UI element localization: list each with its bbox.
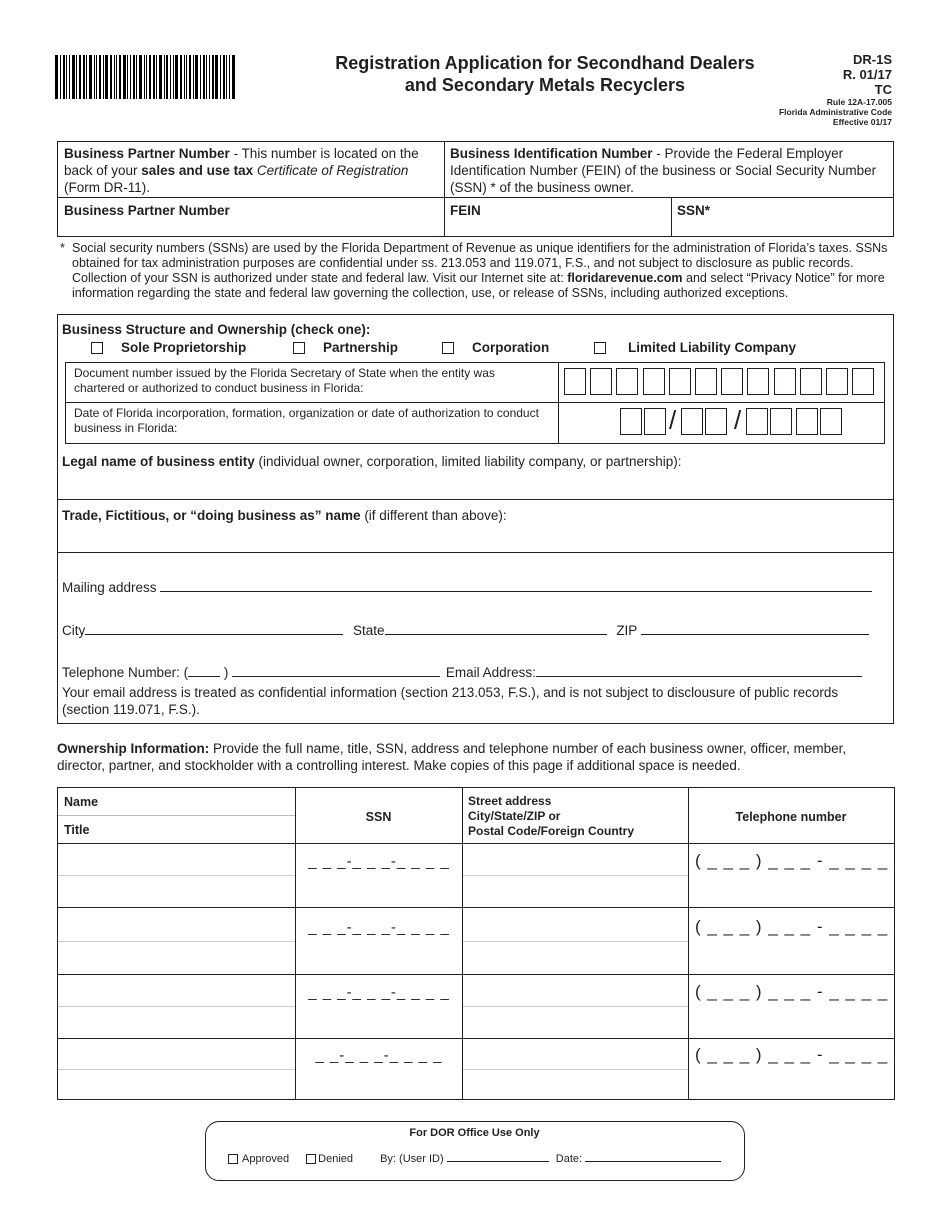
form-tc: TC: [874, 82, 892, 97]
telephone-input[interactable]: [232, 662, 440, 677]
option-corporation[interactable]: Corporation: [442, 339, 549, 356]
barcode-bar: [184, 55, 185, 99]
structure-heading: Business Structure and Ownership (check one):: [62, 322, 371, 337]
barcode-bar: [79, 55, 81, 99]
document-number-cell[interactable]: [800, 368, 822, 395]
col-address: Street address City/State/ZIP or Postal Code/Foreign Country: [468, 794, 635, 838]
barcode-bar: [99, 55, 101, 99]
title-line-2: and Secondary Metals Recyclers: [404, 75, 686, 95]
form-title: [300, 52, 790, 96]
barcode-bar: [105, 55, 108, 99]
mailing-address-input[interactable]: [160, 577, 872, 592]
barcode-bar: [60, 55, 61, 99]
owner-ssn-field[interactable]: _ _-_ _ _-_ _ _ _: [315, 1047, 443, 1064]
owner-row[interactable]: [58, 1038, 894, 1099]
barcode-bar: [63, 55, 65, 99]
barcode-bar: [206, 55, 207, 99]
incorporation-date-label: Date of Florida incorporation, formation, organization or date of authorization to conduct business in Florida:: [74, 406, 539, 435]
mailing-address-row: Mailing address: [62, 577, 882, 596]
date-separator: /: [669, 405, 677, 435]
barcode-bar: [83, 55, 85, 99]
form-admin-code: Florida Administrative Code: [778, 107, 892, 117]
barcode-bar: [103, 55, 104, 99]
owner-phone-field[interactable]: ( _ _ _ ) _ _ _ - _ _ _ _: [695, 851, 889, 870]
document-number-cell[interactable]: [774, 368, 796, 395]
ssn-notice: * Social security numbers (SSNs) are used by the Florida Department of Revenue as unique identifiers for the administration of Florida’s taxes. SSNs obtained for tax administration purposes are confidential under ss. 213.053 and 119.071, F.S., and not subject to disclosure as public records. Collection of your SSN is authorized under state and federal law. Visit our Internet site at: floridarevenue.com and select “Privacy Notice” for more information regarding the state and federal law governing the collection, use, or release of SSNs, including authorized exceptions.: [60, 241, 888, 300]
barcode-bar: [193, 55, 194, 99]
document-date-table: [65, 362, 885, 444]
form-rule: Rule 12A-17.005: [826, 97, 892, 107]
office-use-box: [205, 1121, 745, 1181]
barcode-bar: [153, 55, 155, 99]
barcode-bar: [180, 55, 182, 99]
document-number-cell[interactable]: [721, 368, 743, 395]
owner-ssn-field[interactable]: _ _ _-_ _ _-_ _ _ _: [308, 853, 450, 870]
barcode-bar: [139, 55, 142, 99]
owner-phone-field[interactable]: ( _ _ _ ) _ _ _ - _ _ _ _: [695, 917, 889, 936]
document-number-cell[interactable]: [826, 368, 848, 395]
city-state-zip-row: City State ZIP: [62, 620, 882, 639]
date-cell[interactable]: [620, 408, 642, 435]
barcode-bar: [229, 55, 230, 99]
barcode-bar: [223, 55, 225, 99]
col-title: Title: [64, 823, 90, 837]
col-telephone: Telephone number: [735, 810, 847, 824]
legal-name-label: Legal name of business entity (individual owner, corporation, limited liability company, or partnership):: [62, 454, 682, 469]
date-input[interactable]: [585, 1150, 721, 1162]
owner-ssn-field[interactable]: _ _ _-_ _ _-_ _ _ _: [308, 919, 450, 936]
email-notice: Your email address is treated as confidential information (section 213.053, F.S.), and is not subject to disclousure of public records (section 119.071, F.S.).: [62, 685, 839, 717]
barcode-bar: [195, 55, 198, 99]
owner-phone-field[interactable]: ( _ _ _ ) _ _ _ - _ _ _ _: [695, 1045, 889, 1064]
col-name: Name: [64, 795, 99, 809]
title-line-1: Registration Application for Secondhand Dealers: [335, 53, 755, 73]
ownership-heading: Ownership Information: Provide the full name, title, SSN, address and telephone number of each business owner, officer, member, director, partner, and stockholder with a controlling interest. Make copies of this page if additional space is needed.: [57, 741, 847, 773]
business-section: [57, 314, 894, 724]
date-cell[interactable]: [820, 408, 842, 435]
col-ssn: SSN: [365, 810, 392, 824]
barcode-bar: [94, 55, 95, 99]
owner-row[interactable]: [58, 843, 894, 907]
barcode-bar: [96, 55, 97, 99]
date-cell[interactable]: [770, 408, 792, 435]
barcode-bar: [215, 55, 218, 99]
website-link[interactable]: floridarevenue.com: [567, 271, 683, 285]
document-number-cell[interactable]: [747, 368, 769, 395]
barcode-bar: [76, 55, 77, 99]
option-sole-proprietorship[interactable]: Sole Proprietorship: [91, 339, 246, 356]
zip-input[interactable]: [641, 620, 869, 635]
barcode-bar: [212, 55, 214, 99]
barcode-bar: [114, 55, 115, 99]
barcode-bar: [159, 55, 162, 99]
barcode-bar: [136, 55, 137, 99]
barcode-bar: [189, 55, 191, 99]
form-revision: R. 01/17: [842, 67, 892, 82]
barcode-bar: [116, 55, 117, 99]
owner-phone-field[interactable]: ( _ _ _ ) _ _ _ - _ _ _ _: [695, 982, 889, 1001]
document-number-cell[interactable]: [695, 368, 717, 395]
checkbox[interactable]: [91, 342, 103, 354]
owner-row[interactable]: [58, 974, 894, 1038]
form-effective: Effective 01/17: [832, 117, 892, 127]
fein-field[interactable]: FEIN: [450, 203, 481, 218]
option-partnership[interactable]: Partnership: [293, 339, 398, 356]
checkbox[interactable]: [293, 342, 305, 354]
barcode-bar: [72, 55, 75, 99]
barcode-bar: [164, 55, 165, 99]
barcode-bar: [144, 55, 145, 99]
barcode-bar: [89, 55, 92, 99]
document-number-cell[interactable]: [852, 368, 874, 395]
owner-ssn-field[interactable]: _ _ _-_ _ _-_ _ _ _: [308, 984, 450, 1001]
date-separator: /: [734, 405, 742, 435]
phone-email-row: Telephone Number: ( ) Email Address:: [62, 662, 888, 681]
identification-table: [57, 141, 894, 237]
barcode-bar: [119, 55, 121, 99]
form-identifier: [779, 52, 892, 127]
barcode-bar: [166, 55, 168, 99]
date-cell[interactable]: [644, 408, 666, 435]
barcode-bar: [127, 55, 128, 99]
barcode-bar: [186, 55, 187, 99]
trade-name-field[interactable]: [62, 525, 888, 551]
barcode-bar: [156, 55, 157, 99]
barcode-bar: [220, 55, 221, 99]
approved-checkbox[interactable]: [228, 1154, 238, 1164]
barcode-bar: [86, 55, 87, 99]
barcode-bar: [146, 55, 147, 99]
barcode-bar: [209, 55, 210, 99]
document-number-label: Document number issued by the Florida Secretary of State when the entity was chartered or authorized to conduct business in Florida:: [74, 366, 495, 395]
document-number-cell[interactable]: [564, 368, 586, 395]
date-cell[interactable]: [705, 408, 727, 435]
barcode-bar: [149, 55, 151, 99]
state-input[interactable]: [385, 620, 607, 635]
notice-asterisk: *: [60, 241, 65, 255]
barcode-bar: [200, 55, 201, 99]
date-cell[interactable]: [746, 408, 768, 435]
email-input[interactable]: [536, 662, 862, 677]
date-cell[interactable]: [681, 408, 703, 435]
barcode-bar: [69, 55, 70, 99]
checkbox[interactable]: [594, 342, 606, 354]
barcode-bar: [110, 55, 112, 99]
barcode-bar: [130, 55, 131, 99]
barcode: [55, 55, 280, 99]
document-number-cell[interactable]: [669, 368, 691, 395]
document-number-cell[interactable]: [616, 368, 638, 395]
checkbox[interactable]: [442, 342, 454, 354]
barcode-bar: [55, 55, 58, 99]
option-llc[interactable]: Limited Liability Company: [594, 339, 796, 356]
document-number-cell[interactable]: [590, 368, 612, 395]
city-input[interactable]: [85, 620, 343, 635]
bin-description: Business Identification Number - Provide the Federal Employer Identification Number (FEIN) of the business or Social Security Number (SSN) * of the business owner.: [450, 146, 877, 195]
user-id-input[interactable]: [447, 1150, 549, 1162]
denied-checkbox[interactable]: [306, 1154, 316, 1164]
ssn-field[interactable]: SSN*: [677, 203, 711, 218]
barcode-bar: [203, 55, 205, 99]
barcode-bar: [170, 55, 171, 99]
document-number-cell[interactable]: [643, 368, 665, 395]
barcode-bar: [123, 55, 126, 99]
date-cell[interactable]: [796, 408, 818, 435]
office-use-fields: Approved Denied By: (User ID) Date:: [228, 1150, 728, 1165]
barcode-bar: [66, 55, 67, 99]
ownership-table: [57, 787, 895, 1100]
area-code-input[interactable]: [188, 662, 220, 677]
bpn-description: Business Partner Number - This number is located on the back of your sales and use tax Certificate of Registration (Form DR-11).: [64, 146, 419, 195]
legal-name-field[interactable]: [62, 471, 888, 497]
barcode-bar: [232, 55, 235, 99]
form-number: DR-1S: [852, 52, 892, 67]
bpn-field[interactable]: Business Partner Number: [64, 203, 230, 218]
owner-row[interactable]: [58, 907, 894, 974]
trade-name-label: Trade, Fictitious, or “doing business as” name (if different than above):: [62, 508, 507, 523]
barcode-bar: [175, 55, 178, 99]
barcode-bar: [226, 55, 227, 99]
barcode-bar: [133, 55, 135, 99]
barcode-bar: [173, 55, 174, 99]
office-use-heading: For DOR Office Use Only: [409, 1127, 540, 1139]
